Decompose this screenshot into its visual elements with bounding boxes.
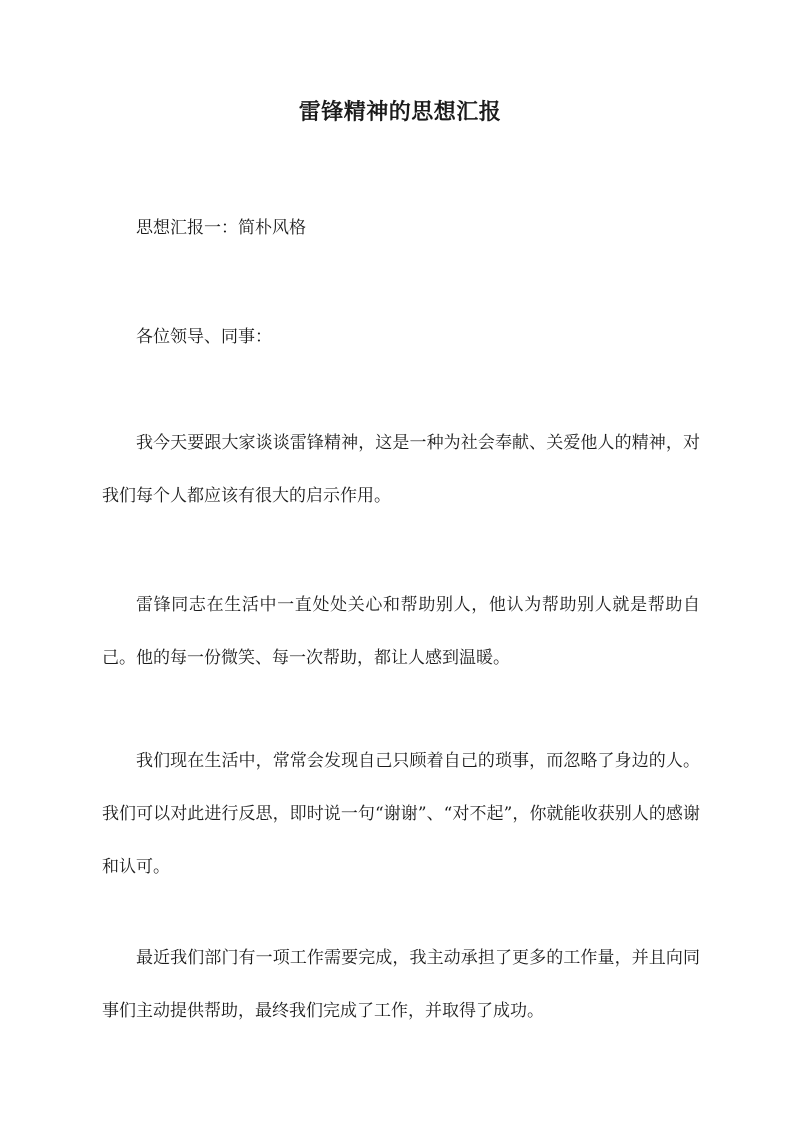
body-paragraph-2: 雷锋同志在生活中一直处处关心和帮助别人，他认为帮助别人就是帮助自己。他的每一份微笑、每一次帮助，都让人感到温暖。 — [102, 595, 700, 668]
salutation: 各位领导、同事： — [136, 327, 272, 347]
body-paragraph-3: 我们现在生活中，常常会发现自己只顾着自己的琐事，而忽略了身边的人。我们可以对此进行反思，即时说一句“谢谢”、“对不起”，你就能收获别人的感谢和认可。 — [102, 751, 700, 877]
section-subtitle: 思想汇报一：简朴风格 — [136, 218, 306, 238]
document-title: 雷锋精神的思想汇报 — [298, 99, 502, 125]
body-paragraph-1: 我今天要跟大家谈谈雷锋精神，这是一种为社会奉献、关爱他人的精神，对我们每个人都应该有很大的启示作用。 — [102, 433, 700, 506]
body-paragraph-4: 最近我们部门有一项工作需要完成，我主动承担了更多的工作量，并且向同事们主动提供帮助，最终我们完成了工作，并取得了成功。 — [102, 948, 700, 1021]
